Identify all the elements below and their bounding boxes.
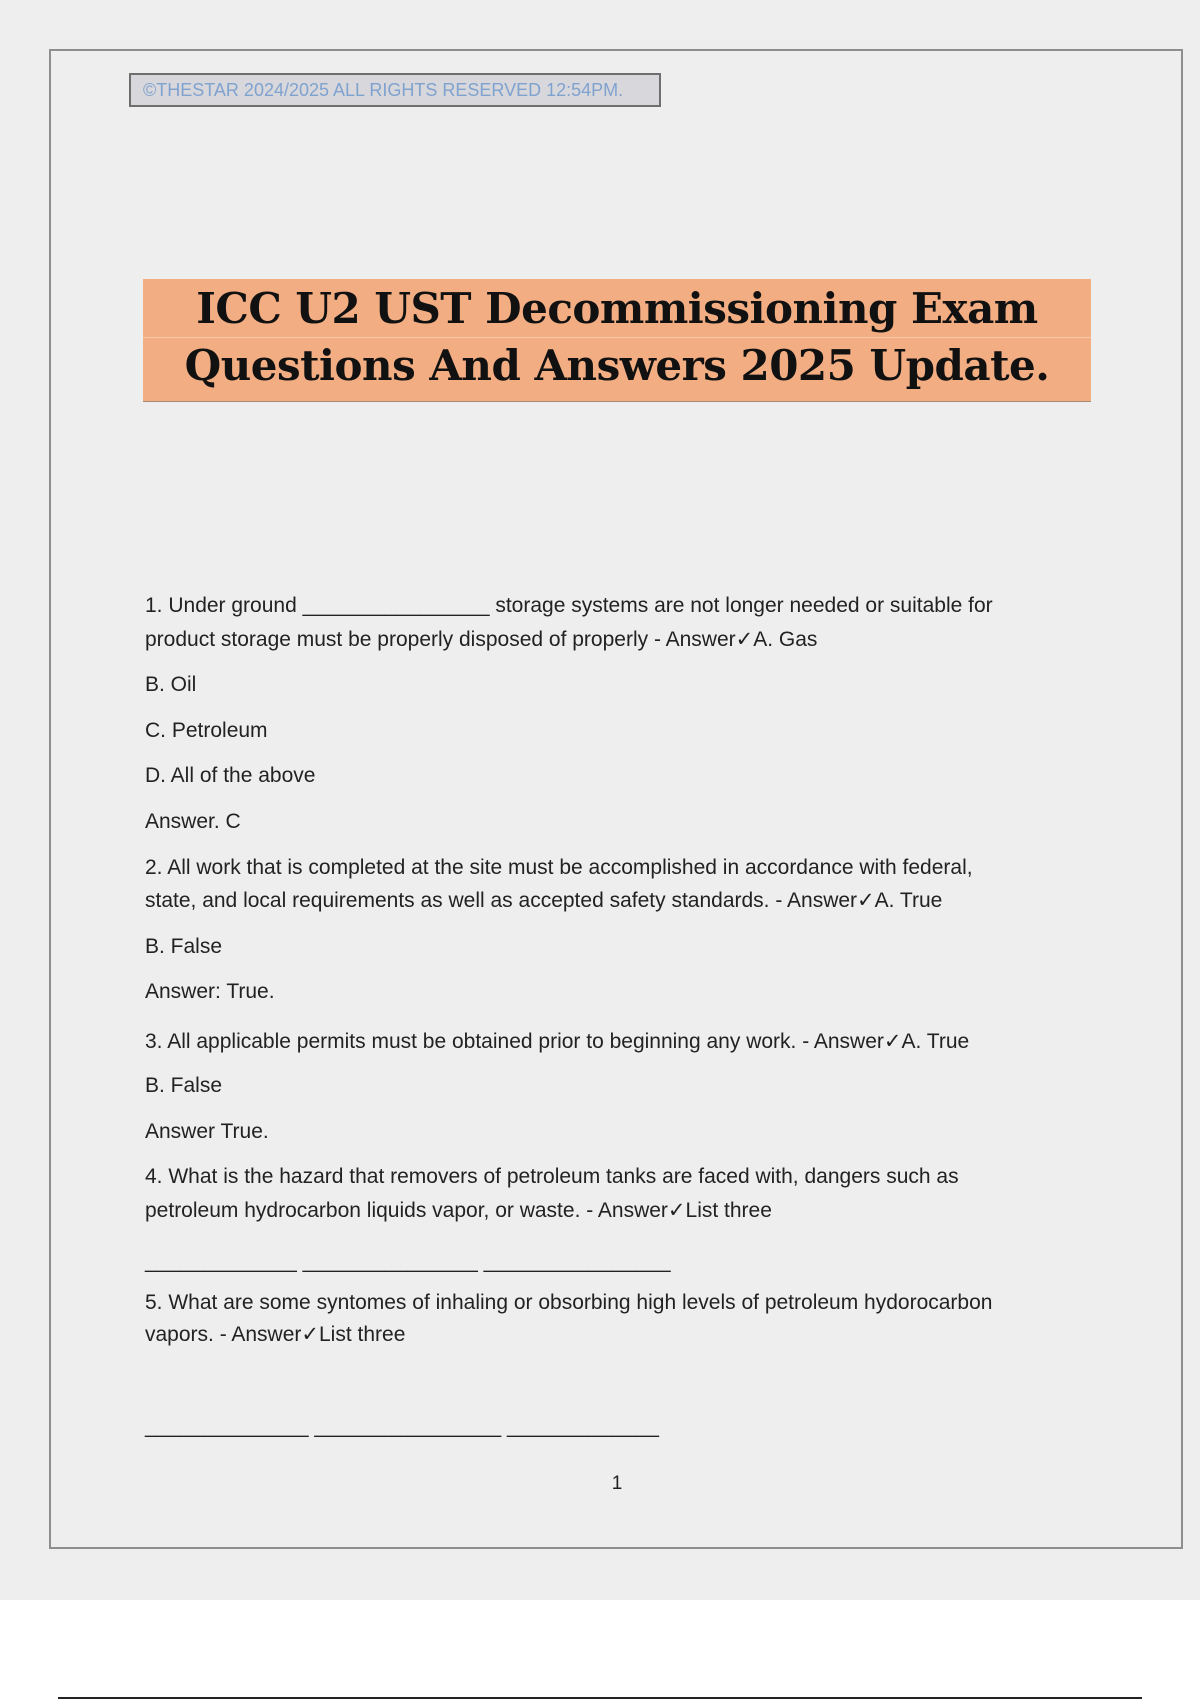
question-2-answer: Answer: True.	[145, 980, 275, 1003]
question-1-blank: ________________	[302, 594, 490, 617]
question-1-line-2: product storage must be properly disposed of properly - Answer✓A. Gas	[145, 628, 818, 651]
question-3-option-b: B. False	[145, 1074, 223, 1097]
page-number: 1	[611, 1473, 623, 1494]
question-1-suffix: storage systems are not longer needed or suitable for	[495, 594, 993, 617]
question-1-prefix: 1. Under ground	[145, 594, 297, 617]
question-5-answer-blanks: ______________ ________________ _____________	[145, 1415, 659, 1438]
question-3-answer: Answer True.	[145, 1120, 269, 1143]
question-1-option-b: B. Oil	[145, 673, 197, 696]
question-1-option-d: D. All of the above	[145, 764, 316, 787]
title-line-1: ICC U2 UST Decommissioning Exam	[196, 284, 1038, 333]
title-divider	[143, 337, 1091, 338]
title-line-2: Questions And Answers 2025 Update.	[184, 341, 1050, 390]
question-4-answer-blanks: _____________ _______________ ________________	[145, 1250, 671, 1273]
question-1-answer: Answer. C	[145, 810, 241, 833]
question-2-option-b: B. False	[145, 935, 223, 958]
question-1-line-1	[145, 589, 1085, 623]
bottom-rule	[58, 1697, 1142, 1699]
question-4-line-1: 4. What is the hazard that removers of petroleum tanks are faced with, dangers such as	[145, 1165, 959, 1188]
question-5-line-1: 5. What are some syntomes of inhaling or obsorbing high levels of petroleum hydorocarbon	[145, 1291, 993, 1314]
question-2-line-2: state, and local requirements as well as accepted safety standards. - Answer✓A. True	[145, 889, 943, 912]
question-3-line-1: 3. All applicable permits must be obtained prior to beginning any work. - Answer✓A. True	[145, 1030, 970, 1053]
question-5-line-2: vapors. - Answer✓List three	[145, 1323, 406, 1346]
question-4-line-2: petroleum hydrocarbon liquids vapor, or waste. - Answer✓List three	[145, 1199, 772, 1222]
copyright-watermark: ©THESTAR 2024/2025 ALL RIGHTS RESERVED 12:54PM.	[129, 73, 661, 107]
question-2-line-1: 2. All work that is completed at the site must be accomplished in accordance with federal,	[145, 856, 973, 879]
title-banner	[143, 279, 1091, 402]
question-1-option-c: C. Petroleum	[145, 719, 268, 742]
